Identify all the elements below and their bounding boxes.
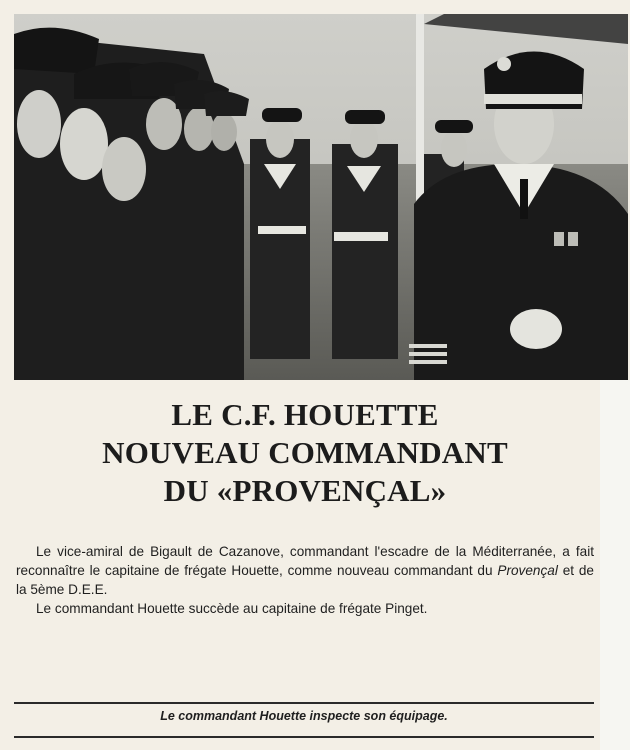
caption-bottom-rule: [14, 736, 594, 738]
headline-line-3: DU «PROVENÇAL»: [163, 473, 447, 508]
photo-caption: Le commandant Houette inspecte son équipage.: [160, 709, 448, 723]
inspection-photo: [14, 14, 628, 380]
page-margin: [600, 380, 630, 750]
headline-line-2: NOUVEAU COMMANDANT: [102, 435, 508, 470]
paragraph-1: [16, 542, 594, 599]
headline-line-1: LE C.F. HOUETTE: [171, 397, 439, 432]
paragraph-1-end: et de la 5ème D.E.E.: [16, 563, 594, 597]
ship-name: Provençal: [497, 563, 558, 578]
article-headline: [0, 396, 610, 510]
caption-top-rule: [14, 702, 594, 704]
paragraph-1-text: Le vice-amiral de Bigault de Cazanove, commandant l'escadre de la Méditerranée, a fait reconnaître le capitaine de frégate Houette, comme nouveau commandant du: [16, 544, 594, 578]
article-body: [16, 542, 594, 618]
paragraph-2: Le commandant Houette succède au capitaine de frégate Pinget.: [36, 601, 428, 616]
